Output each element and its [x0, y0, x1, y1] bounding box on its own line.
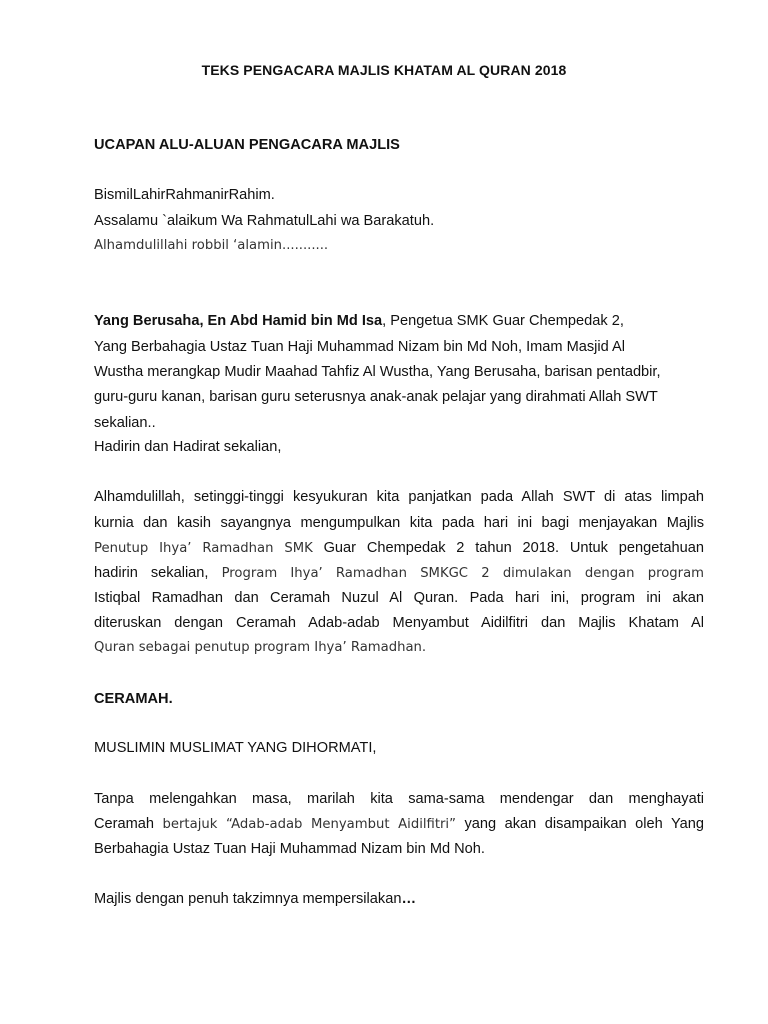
invite-line-2-b: bertajuk “Adab-adab Menyambut Aidilfitri” [162, 817, 456, 832]
body-line-1: Alhamdulillah, setinggi-tinggi kesyukuran kita panjatkan pada Allah SWT di atas limpah [94, 489, 704, 505]
body-line-2: kurnia dan kasih sayangnya mengumpulkan kita pada hari ini bagi menjayakan Majlis [94, 515, 704, 531]
greeting-alhamdulillah: Alhamdulillahi robbil ‘alamin........... [94, 238, 329, 253]
closing-text: Majlis dengan penuh takzimnya mempersilakan [94, 891, 402, 907]
closing-ellipsis: … [401, 891, 417, 907]
address-line-5: sekalian.. [94, 415, 156, 431]
address-line-6: Hadirin dan Hadirat sekalian, [94, 439, 282, 455]
body-line-7: Quran sebagai penutup program Ihya’ Ramadhan. [94, 640, 427, 655]
closing-line [94, 890, 704, 908]
body-line-4-b: Program Ihya’ Ramadhan SMKGC 2 dimulakan dengan program [221, 566, 704, 581]
muslimin-greeting: MUSLIMIN MUSLIMAT YANG DIHORMATI, [94, 740, 377, 756]
body-line-4 [94, 564, 704, 583]
body-line-6: diteruskan dengan Ceramah Adab-adab Menyambut Aidilfitri dan Majlis Khatam Al [94, 615, 704, 631]
invite-line-3: Berbahagia Ustaz Tuan Haji Muhammad Nizam bin Md Noh. [94, 841, 485, 857]
body-line-3-a: Penutup Ihya’ Ramadhan SMK [94, 541, 313, 556]
body-line-4-a: hadirin sekalian, [94, 565, 209, 581]
body-line-5: Istiqbal Ramadhan dan Ceramah Nuzul Al Quran. Pada hari ini, program ini akan [94, 590, 704, 606]
address-line-3: Wustha merangkap Mudir Maahad Tahfiz Al Wustha, Yang Berusaha, barisan pentadbir, [94, 364, 661, 380]
body-line-3 [94, 539, 704, 558]
ceramah-heading: CERAMAH. [94, 691, 173, 707]
principal-title: , Pengetua SMK Guar Chempedak 2, [382, 313, 624, 329]
section-heading: UCAPAN ALU-ALUAN PENGACARA MAJLIS [94, 137, 400, 153]
address-line-2: Yang Berbahagia Ustaz Tuan Haji Muhammad Nizam bin Md Noh, Imam Masjid Al [94, 339, 626, 355]
invite-line-2-c: yang akan disampaikan oleh Yang [464, 816, 704, 832]
address-line-4: guru-guru kanan, barisan guru seterusnya anak-anak pelajar yang dirahmati Allah SWT [94, 389, 658, 405]
greeting-salam: Assalamu `alaikum Wa RahmatulLahi wa Barakatuh. [94, 213, 435, 229]
body-line-3-b: Guar Chempedak 2 tahun 2018. Untuk pengetahuan [323, 540, 704, 556]
invite-line-2-a: Ceramah [94, 816, 155, 832]
invite-line-2 [94, 815, 704, 834]
greeting-bismillah: BismilLahirRahmanirRahim. [94, 187, 275, 203]
document-title: TEKS PENGACARA MAJLIS KHATAM AL QURAN 2018 [201, 62, 567, 78]
principal-name: Yang Berusaha, En Abd Hamid bin Md Isa [94, 313, 383, 329]
address-line-1 [94, 312, 704, 330]
invite-line-1: Tanpa melengahkan masa, marilah kita sama-sama mendengar dan menghayati [94, 791, 704, 807]
